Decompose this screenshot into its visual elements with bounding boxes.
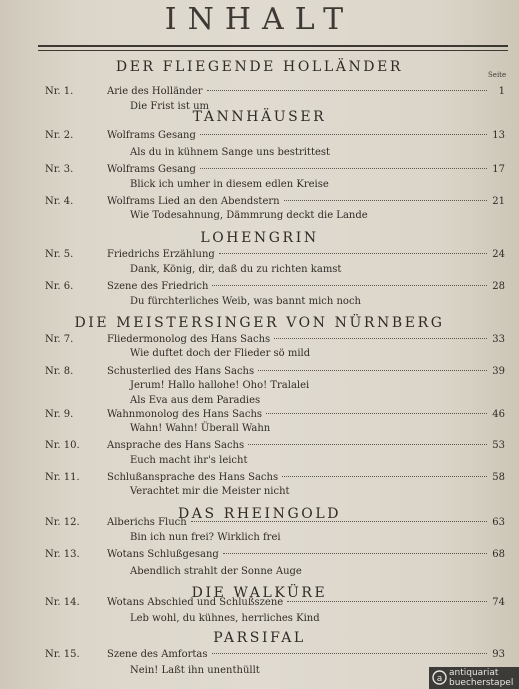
entry-title: Wolframs Lied an den Abendstern [107,196,280,207]
entry-subtitle: Leb wohl, du kühnes, herrliches Kind [130,613,320,624]
toc-entry[interactable] [45,366,505,381]
entry-title: Wotans Schlußgesang [107,549,219,560]
entry-title: Schusterlied des Hans Sachs [107,366,255,377]
entry-page: 28 [492,281,505,292]
leader-dots [191,521,487,522]
leader-dots [212,285,487,286]
entry-page: 33 [492,334,505,345]
entry-page: 63 [492,517,505,528]
entry-number: Nr. 14. [45,597,80,608]
entry-subtitle: Nein! Laßt ihn unenthüllt [130,665,260,676]
entry-number: Nr. 1. [45,86,74,97]
entry-page: 13 [492,130,505,141]
toc-entry[interactable] [45,86,505,101]
entry-page: 24 [492,249,505,260]
entry-title: Wotans Abschied und Schlußszene [107,597,284,608]
toc-entry[interactable] [45,549,505,564]
toc-entry[interactable] [45,440,505,455]
top-rule-thin [38,50,508,51]
opera-heading: PARSIFAL [213,630,306,646]
toc-entry[interactable] [45,196,505,211]
entry-subtitle: Wie Todesahnung, Dämmrung deckt die Lande [130,210,368,221]
entry-title: Arie des Holländer [107,86,203,97]
entry-subtitle: Dank, König, dir, daß du zu richten kamst [130,264,342,275]
leader-dots [223,553,487,554]
entry-subtitle: Du fürchterliches Weib, was bannt mich noch [130,296,361,307]
opera-heading: DIE WALKÜRE [191,585,328,601]
leader-dots [282,476,487,477]
entry-page: 39 [492,366,505,377]
entry-page: 53 [492,440,505,451]
watermark-line1: antiquariat [449,668,499,678]
toc-entry[interactable] [45,249,505,264]
entry-subtitle: Euch macht ihr's leicht [130,455,248,466]
toc-entry[interactable] [45,597,505,612]
entry-subtitle: Abendlich strahlt der Sonne Auge [130,566,302,577]
entry-number: Nr. 13. [45,549,80,560]
entry-subtitle: Die Frist ist um [130,101,210,112]
entry-page: 58 [492,472,505,483]
entry-subtitle: Wahn! Wahn! Überall Wahn [130,423,271,434]
entry-subtitle: Blick ich umher in diesem edlen Kreise [130,179,329,190]
antiquariat-logo-icon [432,670,447,685]
entry-page: 1 [498,86,505,97]
entry-page: 21 [492,196,505,207]
entry-subtitle: Bin ich nun frei? Wirklich frei [130,532,281,543]
entry-title: Ansprache des Hans Sachs [107,440,245,451]
entry-page: 74 [492,597,505,608]
leader-dots [248,444,487,445]
entry-page: 17 [492,164,505,175]
entry-title: Szene des Amfortas [107,649,208,660]
entry-page: 68 [492,549,505,560]
toc-entry[interactable] [45,130,505,145]
entry-page: 46 [492,409,505,420]
entry-number: Nr. 3. [45,164,74,175]
entry-subtitle: Als du in kühnem Sange uns bestrittest [130,147,331,158]
entry-title: Wahnmonolog des Hans Sachs [107,409,263,420]
entry-number: Nr. 4. [45,196,74,207]
watermark [429,667,519,689]
leader-dots [274,338,487,339]
toc-entry[interactable] [45,649,505,664]
watermark-line2: buecherstapel [449,678,514,688]
page-column-label: Seite [488,71,507,79]
entry-subtitle: Jerum! Hallo hallohe! Oho! Tralalei [130,380,310,391]
entry-number: Nr. 9. [45,409,74,420]
entry-number: Nr. 11. [45,472,80,483]
entry-number: Nr. 15. [45,649,80,660]
entry-title: Alberichs Fluch [107,517,187,528]
entry-title: Szene des Friedrich [107,281,209,292]
entry-number: Nr. 2. [45,130,74,141]
toc-entry[interactable] [45,409,505,424]
leader-dots [287,601,487,602]
entry-title: Friedrichs Erzählung [107,249,215,260]
entry-number: Nr. 6. [45,281,74,292]
entry-number: Nr. 12. [45,517,80,528]
svg-text:a: a [436,674,443,684]
entry-number: Nr. 7. [45,334,74,345]
leader-dots [266,413,487,414]
toc-entry[interactable] [45,334,505,349]
opera-heading: DER FLIEGENDE HOLLÄNDER [115,59,404,75]
opera-heading: TANNHÄUSER [192,109,327,125]
entry-number: Nr. 5. [45,249,74,260]
toc-entry[interactable] [45,281,505,296]
leader-dots [258,370,487,371]
entry-title: Wolframs Gesang [107,164,196,175]
entry-subtitle: Wie duftet doch der Flieder sö mild [130,348,311,359]
opera-heading: LOHENGRIN [200,230,319,246]
leader-dots [284,200,487,201]
leader-dots [207,90,487,91]
entry-subtitle: Als Eva aus dem Paradies [130,395,261,406]
toc-entry[interactable] [45,164,505,179]
entry-title: Schlußansprache des Hans Sachs [107,472,279,483]
opera-heading: DIE MEISTERSINGER VON NÜRNBERG [74,315,445,331]
leader-dots [200,134,487,135]
toc-entry[interactable] [45,472,505,487]
entry-number: Nr. 8. [45,366,74,377]
top-rule [38,45,508,47]
opera-heading: DAS RHEINGOLD [177,506,342,522]
leader-dots [219,253,487,254]
entry-title: Wolframs Gesang [107,130,196,141]
entry-subtitle: Verachtet mir die Meister nicht [130,486,290,497]
entry-title: Fliedermonolog des Hans Sachs [107,334,271,345]
page-title: INHALT [164,2,355,37]
entry-number: Nr. 10. [45,440,80,451]
leader-dots [212,653,487,654]
toc-entry[interactable] [45,517,505,532]
entry-page: 93 [492,649,505,660]
leader-dots [200,168,487,169]
